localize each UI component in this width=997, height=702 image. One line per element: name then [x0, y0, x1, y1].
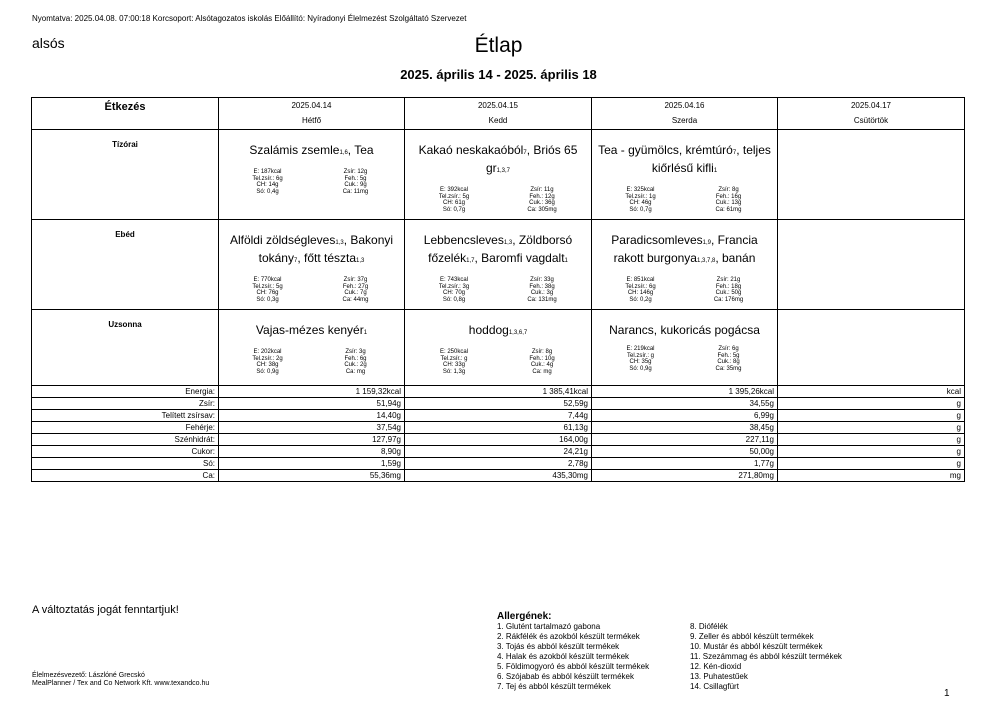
- nutrition-value: Feh.: 5g: [717, 352, 740, 359]
- allergen-codes: 1,3: [356, 258, 365, 264]
- dish-name: [405, 233, 591, 269]
- nutrition-info: [219, 277, 404, 303]
- nutrition-value: Feh.: 38g: [529, 283, 555, 290]
- summary-value: 1 395,26kcal: [592, 386, 778, 398]
- nutrition-value: Feh.: 5g: [344, 175, 367, 182]
- day-name: Hétfő: [301, 116, 322, 125]
- nutrition-value: E: 250kcal: [439, 349, 469, 355]
- etkezes-header: Étkezés: [32, 98, 219, 130]
- nutrition-value: Tel.zsír.: 1g: [625, 193, 656, 200]
- nutrition-value: Cuk.: 8g: [717, 359, 740, 365]
- nutrition-value: Feh.: 12g: [529, 193, 555, 200]
- dish-text: , banán: [715, 251, 756, 265]
- nutrition-value: E: 770kcal: [253, 277, 282, 283]
- meal-cell: [219, 220, 405, 310]
- nutrition-value: Só: 0,3g: [256, 296, 279, 303]
- meal-row: [32, 220, 965, 310]
- nutrition-value: Ca: mg: [532, 368, 552, 375]
- dish-name: [219, 233, 404, 269]
- nutrition-value: CH: 38g: [256, 362, 279, 368]
- allergen-codes: 1,3,7,8: [696, 258, 716, 264]
- day-date: 2025.04.17: [850, 101, 892, 110]
- meal-cell: [778, 220, 965, 310]
- page-number: 1: [944, 688, 950, 699]
- nutrition-value: Ca: mg: [345, 368, 366, 375]
- dish-text: Vajas-mézes kenyér: [255, 323, 364, 337]
- nutrition-column: [224, 277, 312, 303]
- page-title: Étlap: [474, 34, 523, 57]
- nutrition-value: Só: 1,3g: [442, 368, 466, 375]
- nutrition-info: [405, 187, 591, 213]
- dish-text: , Bakonyi tokány: [258, 233, 394, 265]
- nutrition-value: Tel.zsír.: 3g: [438, 283, 470, 290]
- allergen-codes: 1,3: [503, 240, 513, 246]
- dish-name: [219, 143, 404, 161]
- nutrition-value: Zsír: 8g: [531, 349, 553, 355]
- allergen-item: 8. Diófélék: [690, 622, 728, 631]
- nutrition-value: Zsír: 33g: [530, 277, 554, 283]
- meal-cell: [219, 310, 405, 386]
- summary-value: mg: [778, 470, 965, 482]
- dish-text: , főtt tészta: [297, 251, 357, 265]
- nutrition-value: CH: 61g: [442, 200, 465, 206]
- nutrition-value: E: 743kcal: [439, 277, 469, 283]
- nutrition-value: Tel.zsír.: 6g: [252, 175, 283, 182]
- nutrition-value: CH: 14g: [256, 182, 279, 188]
- nutrition-value: Só: 0,7g: [442, 206, 466, 213]
- allergen-item: 1. Glutént tartalmazó gabona: [497, 622, 601, 631]
- nutrition-value: Cuk.: 7g: [344, 290, 367, 296]
- nutrition-value: Cuk.: 13g: [715, 200, 742, 206]
- dish-text: Lebbencsleves: [423, 233, 504, 247]
- day-date: 2025.04.14: [291, 101, 332, 110]
- nutrition-value: CH: 146g: [627, 290, 654, 296]
- meal-cell: [405, 310, 592, 386]
- summary-row: [32, 446, 965, 458]
- summary-value: 38,45g: [592, 422, 778, 434]
- nutrition-value: Zsír: 12g: [343, 169, 368, 175]
- change-notice: A változtatás jogát fenntartjuk!: [32, 604, 179, 616]
- nutrition-column: [597, 346, 685, 372]
- allergen-codes: 1: [564, 258, 568, 264]
- nutrition-value: Zsír: 3g: [345, 349, 366, 355]
- dish-name: [592, 323, 777, 338]
- dish-text: Alföldi zöldségleves: [229, 233, 336, 247]
- summary-value: kcal: [778, 386, 965, 398]
- summary-value: 2,78g: [405, 458, 592, 470]
- nutrition-value: Zsír: 8g: [718, 187, 739, 193]
- allergen-codes: 7: [523, 150, 527, 156]
- nutrition-value: Cuk.: 3g: [530, 290, 554, 296]
- dish-name: [592, 233, 777, 269]
- nutrition-value: Só: 0,4g: [256, 188, 279, 195]
- nutrition-value: Tel.zsír.: 5g: [438, 193, 470, 200]
- dish-name: [405, 143, 591, 179]
- nutrition-column: [312, 349, 400, 375]
- nutrition-info: [592, 346, 777, 372]
- meal-cell: [778, 130, 965, 220]
- nutrition-value: Cuk.: 50g: [715, 290, 742, 296]
- meal-cell: [778, 310, 965, 386]
- dish-text: , Zöldborsó főzelék: [428, 233, 573, 265]
- meal-cell: [592, 310, 778, 386]
- summary-value: 435,30mg: [405, 470, 592, 482]
- summary-label: Cukor:: [32, 446, 219, 458]
- nutrition-column: [597, 277, 685, 303]
- nutrition-info: [219, 169, 404, 195]
- summary-value: 52,59g: [405, 398, 592, 410]
- summary-row: [32, 422, 965, 434]
- summary-value: 271,80mg: [592, 470, 778, 482]
- nutrition-value: Cuk.: 4g: [530, 362, 554, 368]
- nutrition-value: CH: 76g: [256, 290, 279, 296]
- date-range: 2025. április 14 - 2025. április 18: [400, 67, 597, 82]
- summary-value: 164,00g: [405, 434, 592, 446]
- summary-value: 51,94g: [219, 398, 405, 410]
- summary-row: [32, 410, 965, 422]
- food-service-manager: Élelmezésvezető: Lászlóné Grecskó: [32, 672, 145, 679]
- dish-text: , Baromfi vagdalt: [474, 251, 565, 265]
- nutrition-info: [405, 349, 591, 375]
- nutrition-value: E: 219kcal: [626, 346, 655, 352]
- nutrition-value: Ca: 61mg: [715, 206, 742, 213]
- nutrition-value: Só: 0,9g: [256, 368, 279, 375]
- nutrition-info: [592, 277, 777, 303]
- nutrition-column: [685, 277, 773, 303]
- nutrition-value: E: 392kcal: [439, 187, 469, 193]
- nutrition-column: [685, 187, 773, 213]
- age-group-label: alsós: [32, 35, 65, 51]
- summary-label: Fehérje:: [32, 422, 219, 434]
- nutrition-value: Tel.zsír.: 5g: [252, 283, 283, 290]
- summary-value: 1,77g: [592, 458, 778, 470]
- meal-row: [32, 130, 965, 220]
- allergen-codes: 1: [713, 168, 718, 174]
- day-header-row: [32, 98, 965, 130]
- summary-label: Szénhidrát:: [32, 434, 219, 446]
- allergen-codes: 7: [732, 150, 737, 156]
- summary-value: 1,59g: [219, 458, 405, 470]
- allergen-codes: 1,6: [339, 150, 348, 156]
- summary-label: Ca:: [32, 470, 219, 482]
- nutrition-value: Cuk.: 9g: [344, 182, 367, 188]
- nutrition-value: Tel.zsír.: g: [440, 355, 468, 362]
- summary-row: [32, 458, 965, 470]
- allergen-codes: 1,3,6,7: [508, 330, 528, 336]
- nutrition-column: [312, 277, 400, 303]
- meal-cell: [405, 220, 592, 310]
- allergen-list-right: [690, 622, 842, 692]
- nutrition-info: [219, 349, 404, 375]
- allergen-codes: 7: [293, 258, 298, 264]
- allergen-item: 5. Földimogyoró és abból készült termékek: [497, 662, 650, 671]
- dish-text: , Francia rakott burgonya: [613, 233, 758, 265]
- nutrition-value: CH: 35g: [629, 359, 652, 365]
- nutrition-column: [224, 169, 312, 195]
- summary-label: Energia:: [32, 386, 219, 398]
- day-date: 2025.04.16: [664, 101, 705, 110]
- nutrition-value: Feh.: 27g: [342, 283, 369, 290]
- nutrition-value: Zsír: 6g: [718, 346, 739, 352]
- nutrition-value: Cuk.: 36g: [529, 200, 555, 206]
- nutrition-value: Tel.zsír.: g: [626, 352, 654, 359]
- nutrition-value: Só: 0,7g: [629, 206, 652, 213]
- allergen-item: 4. Halak és azokból készült termékek: [497, 652, 630, 661]
- software-credit: MealPlanner / Tex and Co Network Kft. www.texandco.hu: [32, 680, 210, 687]
- dish-text: , Tea: [347, 143, 374, 157]
- nutrition-value: Tel.zsír.: 2g: [252, 355, 283, 362]
- nutrition-column: [498, 349, 586, 375]
- meal-row: [32, 310, 965, 386]
- nutrition-info: [592, 187, 777, 213]
- dish-name: [405, 323, 591, 341]
- meal-cell: [405, 130, 592, 220]
- summary-value: 6,99g: [592, 410, 778, 422]
- dish-name: [219, 323, 404, 341]
- allergen-codes: 1,3,7: [496, 168, 511, 174]
- nutrition-value: Zsír: 21g: [716, 277, 741, 283]
- dish-text: Paradicsomleves: [611, 233, 703, 247]
- summary-value: g: [778, 458, 965, 470]
- nutrition-column: [498, 187, 586, 213]
- summary-value: 227,11g: [592, 434, 778, 446]
- nutrition-value: Feh.: 16g: [715, 193, 742, 200]
- allergen-item: 6. Szójabab és abból készült termékek: [497, 672, 634, 681]
- summary-label: Só:: [32, 458, 219, 470]
- summary-value: g: [778, 446, 965, 458]
- allergen-codes: 1: [363, 330, 368, 336]
- dish-text: Kakaó neskakaóból: [418, 143, 524, 157]
- summary-row: [32, 470, 965, 482]
- nutrition-column: [410, 277, 498, 303]
- day-name: Szerda: [671, 116, 698, 125]
- allergen-item: 2. Rákfélék és azokból készült termékek: [497, 632, 640, 641]
- summary-value: 37,54g: [219, 422, 405, 434]
- summary-value: g: [778, 410, 965, 422]
- nutrition-value: Ca: 35mg: [715, 365, 742, 372]
- nutrition-value: Ca: 44mg: [342, 296, 369, 303]
- nutrition-value: Feh.: 18g: [715, 283, 742, 290]
- dish-text: hoddog: [468, 323, 509, 337]
- nutrition-value: Só: 0,2g: [629, 296, 652, 303]
- nutrition-value: Ca: 305mg: [527, 206, 557, 213]
- nutrition-value: Zsír: 37g: [343, 277, 368, 283]
- nutrition-value: Só: 0,9g: [629, 365, 652, 372]
- allergens-title: Allergének:: [497, 611, 552, 622]
- nutrition-column: [410, 349, 498, 375]
- nutrition-value: Zsír: 11g: [530, 187, 554, 193]
- day-header-cell: [778, 98, 965, 130]
- nutrition-column: [685, 346, 773, 372]
- dish-text: Szalámis zsemle: [249, 143, 340, 157]
- allergen-codes: 1,3: [335, 240, 344, 246]
- meal-cell: [219, 130, 405, 220]
- summary-value: 7,44g: [405, 410, 592, 422]
- nutrition-info: [405, 277, 591, 303]
- nutrition-value: CH: 46g: [629, 200, 652, 206]
- summary-value: g: [778, 422, 965, 434]
- allergen-codes: 1,7: [466, 258, 475, 264]
- summary-label: Zsír:: [32, 398, 219, 410]
- summary-value: 1 159,32kcal: [219, 386, 405, 398]
- nutrition-value: Só: 0,8g: [442, 296, 466, 303]
- summary-value: 50,00g: [592, 446, 778, 458]
- dish-text: Tea - gyümölcs, krémtúró: [598, 143, 733, 157]
- meal-name: Uzsonna: [32, 310, 219, 386]
- nutrition-value: Cuk.: 2g: [344, 362, 367, 368]
- allergen-item: 11. Szezámmag és abból készült termékek: [690, 652, 842, 661]
- day-header-cell: [405, 98, 592, 130]
- summary-value: 24,21g: [405, 446, 592, 458]
- summary-value: g: [778, 398, 965, 410]
- dish-text: Narancs, kukoricás pogácsa: [609, 323, 760, 337]
- summary-value: 127,97g: [219, 434, 405, 446]
- summary-value: 14,40g: [219, 410, 405, 422]
- dish-text: , teljes kiőrlésű kifli: [651, 143, 771, 175]
- nutrition-value: E: 187kcal: [253, 169, 282, 175]
- allergen-item: 13. Puhatestűek: [690, 672, 748, 681]
- allergen-item: 10. Mustár és abból készült termékek: [690, 642, 823, 651]
- nutrition-value: Ca: 131mg: [527, 296, 557, 303]
- allergen-item: 12. Kén-dioxid: [690, 662, 742, 671]
- summary-row: [32, 398, 965, 410]
- menu-table: [31, 97, 965, 482]
- nutrition-column: [410, 187, 498, 213]
- summary-value: 1 385,41kcal: [405, 386, 592, 398]
- nutrition-value: CH: 70g: [442, 290, 465, 296]
- nutrition-column: [312, 169, 400, 195]
- nutrition-column: [597, 187, 685, 213]
- nutrition-value: Ca: 176mg: [713, 296, 744, 303]
- nutrition-column: [224, 349, 312, 375]
- nutrition-value: Feh.: 6g: [344, 355, 367, 362]
- nutrition-value: Tel.zsír.: 6g: [625, 283, 656, 290]
- summary-value: g: [778, 434, 965, 446]
- nutrition-column: [498, 277, 586, 303]
- summary-value: 61,13g: [405, 422, 592, 434]
- day-name: Kedd: [488, 116, 508, 125]
- allergen-item: 9. Zeller és abból készült termékek: [690, 632, 814, 641]
- day-header-cell: [219, 98, 405, 130]
- day-header-cell: [592, 98, 778, 130]
- allergen-list-left: [497, 622, 649, 692]
- summary-row: [32, 386, 965, 398]
- meal-cell: [592, 220, 778, 310]
- nutrition-value: E: 851kcal: [626, 277, 655, 283]
- allergen-item: 14. Csillagfürt: [690, 682, 739, 691]
- nutrition-value: E: 202kcal: [253, 349, 282, 355]
- dish-text: , Briós 65 gr: [485, 143, 578, 175]
- day-date: 2025.04.15: [477, 101, 519, 110]
- meal-name: Ebéd: [32, 220, 219, 310]
- nutrition-value: Feh.: 10g: [529, 355, 555, 362]
- allergen-codes: 1,9: [702, 240, 712, 246]
- print-info: Nyomtatva: 2025.04.08. 07:00:18 Korcsoport: Alsótagozatos iskolás Előállító: Nyíradonyi Élelmezést Szolgáltató Szervezet: [32, 14, 467, 23]
- meal-name: Tízórai: [32, 130, 219, 220]
- summary-value: 34,55g: [592, 398, 778, 410]
- nutrition-value: CH: 33g: [442, 362, 465, 368]
- nutrition-value: E: 325kcal: [626, 187, 655, 193]
- summary-label: Telített zsírsav:: [32, 410, 219, 422]
- day-name: Csütörtök: [853, 116, 889, 125]
- summary-value: 55,36mg: [219, 470, 405, 482]
- summary-value: 8,90g: [219, 446, 405, 458]
- dish-name: [592, 143, 777, 179]
- nutrition-value: Ca: 11mg: [342, 188, 369, 195]
- meal-cell: [592, 130, 778, 220]
- allergen-item: 3. Tojás és abból készült termékek: [497, 642, 620, 651]
- summary-row: [32, 434, 965, 446]
- allergen-item: 7. Tej és abból készült termékek: [497, 682, 611, 691]
